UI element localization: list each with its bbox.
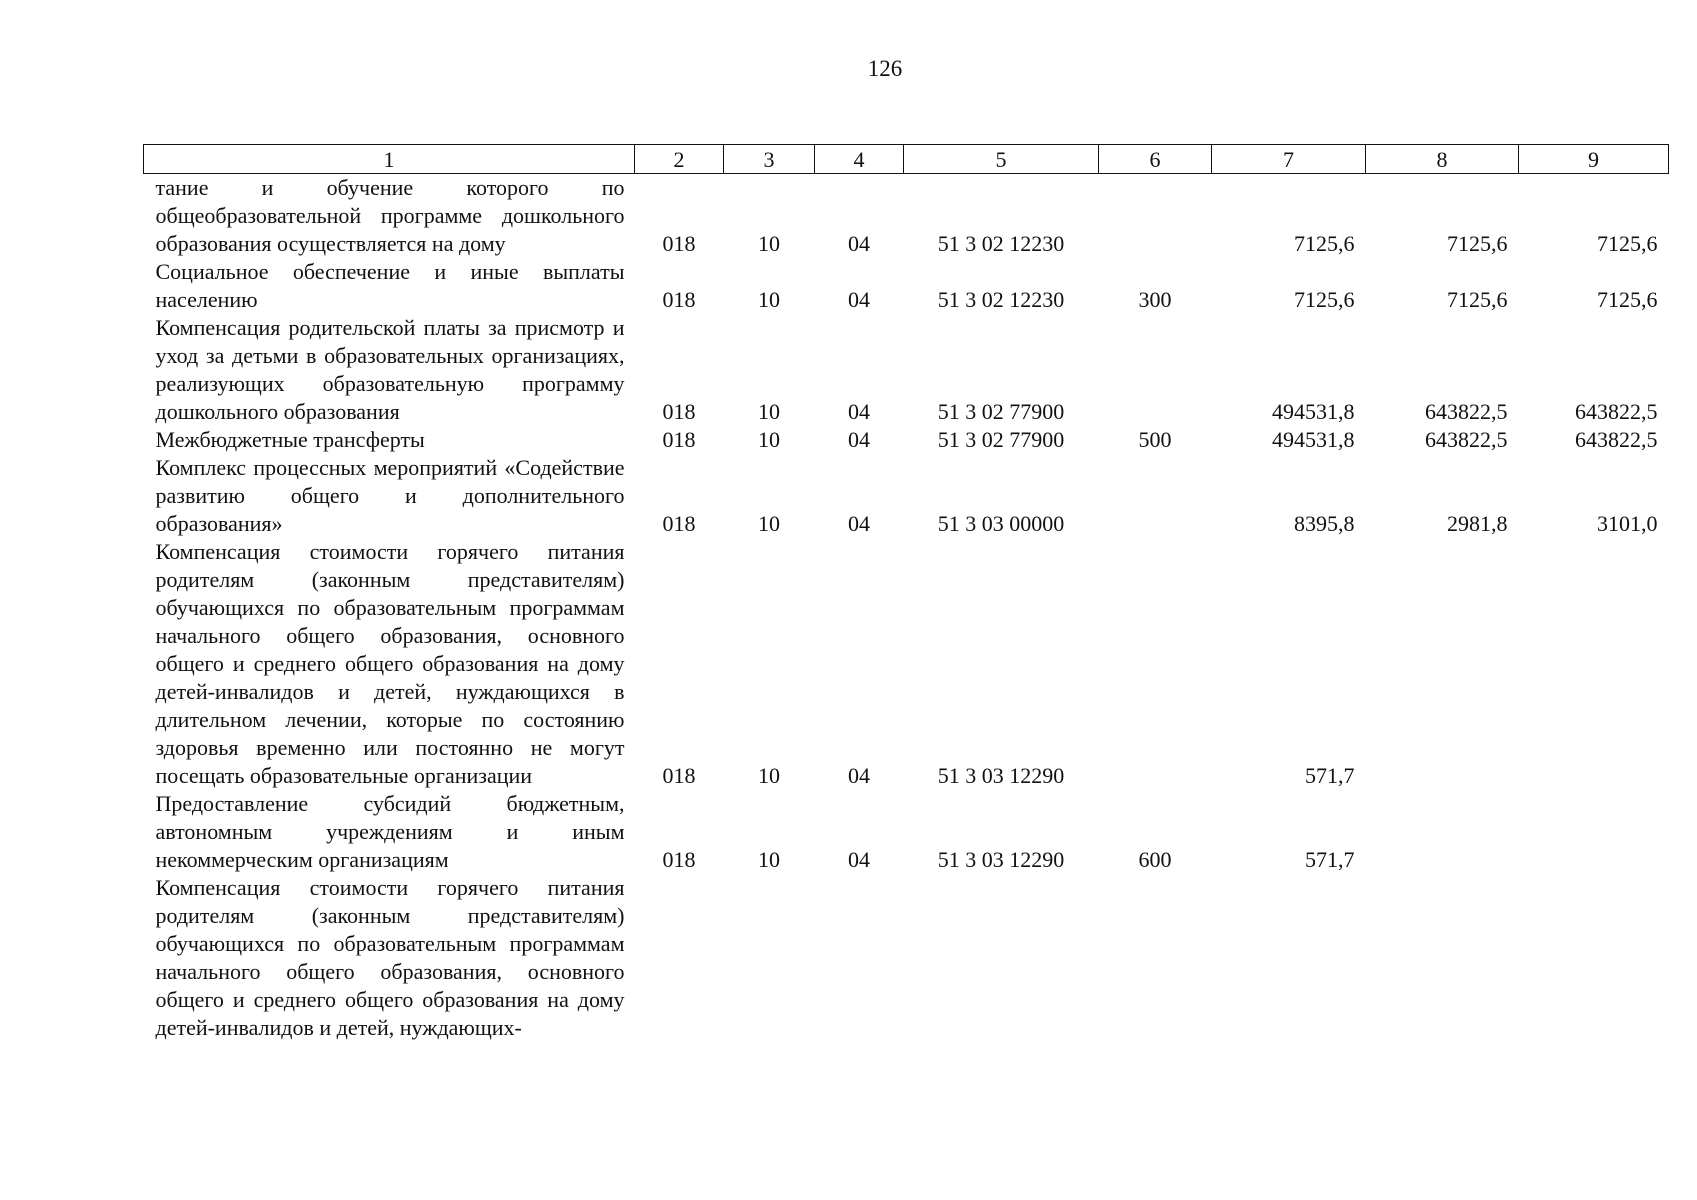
cell-amount-9 [1519,538,1669,790]
column-header: 2 [635,145,724,174]
cell-amount-8 [1366,790,1519,874]
cell-amount-7: 494531,8 [1272,427,1355,452]
row-name: Компенсация родительской платы за присмотр и уход за детьми в образовательных организациях, реализующих образовательную программу дошкольного образования [155,315,625,424]
cell-amount-9: 643822,5 [1575,427,1658,452]
cell-expense-type [1099,874,1212,1042]
cell-ministry: 018 [662,511,696,536]
cell-subsection: 04 [848,231,870,256]
cell-amount-7 [1212,874,1366,1042]
cell-amount-8: 643822,5 [1425,399,1508,424]
cell-expense-type [1099,454,1212,538]
row-name: Компенсация стоимости горячего питания родителям (законным представителям) обучающихся по образовательным программам начального общего образования, основного общего и среднего общего образования на дому детей-инвалидов и детей, нуждающихся в длительном лечении, которые по состоянию здоровья временно или постоянно не могут посещать образовательные организации [155,539,625,788]
column-header: 8 [1366,145,1519,174]
table-row [144,258,1669,314]
cell-target-item [904,874,1099,1042]
cell-expense-type [1099,174,1212,259]
cell-subsection: 04 [848,511,870,536]
cell-amount-9: 3101,0 [1597,511,1658,536]
cell-expense-type: 600 [1138,847,1172,872]
cell-subsection: 04 [848,763,870,788]
cell-amount-7: 571,7 [1305,847,1355,872]
cell-amount-9: 7125,6 [1597,231,1658,256]
cell-section [724,874,815,1042]
cell-amount-9: 643822,5 [1575,399,1658,424]
column-header: 6 [1099,145,1212,174]
table-row [144,874,1669,1042]
table-row [144,174,1669,259]
table-row [144,454,1669,538]
cell-expense-type: 300 [1138,287,1172,312]
cell-subsection: 04 [848,287,870,312]
cell-amount-8: 643822,5 [1425,427,1508,452]
cell-amount-8: 2981,8 [1447,511,1508,536]
cell-amount-7: 571,7 [1305,763,1355,788]
cell-subsection: 04 [848,399,870,424]
cell-subsection: 04 [848,847,870,872]
cell-section: 10 [758,399,780,424]
cell-amount-8 [1366,874,1519,1042]
cell-amount-9 [1519,874,1669,1042]
cell-target-item: 51 3 03 12290 [937,847,1065,872]
column-header: 9 [1519,145,1669,174]
column-header: 5 [904,145,1099,174]
cell-expense-type [1099,314,1212,426]
cell-subsection: 04 [848,427,870,452]
cell-amount-8: 7125,6 [1447,287,1508,312]
cell-target-item: 51 3 02 12230 [937,231,1065,256]
cell-ministry: 018 [662,427,696,452]
cell-amount-7: 7125,6 [1294,231,1355,256]
cell-ministry [635,874,724,1042]
row-name: Межбюджетные трансферты [155,427,425,452]
cell-target-item: 51 3 02 12230 [937,287,1065,312]
cell-target-item: 51 3 02 77900 [937,427,1065,452]
table-header-row [144,145,1669,174]
column-header: 7 [1212,145,1366,174]
budget-table [143,144,1669,1042]
cell-ministry: 018 [662,847,696,872]
cell-expense-type [1099,538,1212,790]
cell-ministry: 018 [662,763,696,788]
cell-amount-9 [1519,790,1669,874]
cell-section: 10 [758,847,780,872]
cell-ministry: 018 [662,287,696,312]
cell-section: 10 [758,287,780,312]
cell-amount-7: 8395,8 [1294,511,1355,536]
table-row [144,426,1669,454]
cell-section: 10 [758,427,780,452]
cell-target-item: 51 3 03 00000 [937,511,1065,536]
table-row [144,538,1669,790]
cell-section: 10 [758,231,780,256]
column-header: 4 [815,145,904,174]
row-name: Социальное обеспечение и иные выплаты населению [155,259,625,312]
row-name: тание и обучение которого по общеобразовательной программе дошкольного образования осуществляется на дому [155,175,625,256]
cell-amount-8 [1366,538,1519,790]
table-row [144,790,1669,874]
cell-amount-7: 7125,6 [1294,287,1355,312]
row-name: Комплекс процессных мероприятий «Содействие развитию общего и дополнительного образования» [155,455,625,536]
table-row [144,314,1669,426]
cell-amount-7: 494531,8 [1272,399,1355,424]
cell-section: 10 [758,511,780,536]
row-name: Компенсация стоимости горячего питания родителям (законным представителям) обучающихся по образовательным программам начального общего образования, основного общего и среднего общего образования на дому детей-инвалидов и детей, нуждающих- [155,875,625,1040]
column-header: 1 [144,145,635,174]
cell-ministry: 018 [662,231,696,256]
cell-amount-8: 7125,6 [1447,231,1508,256]
column-header: 3 [724,145,815,174]
cell-amount-9: 7125,6 [1597,287,1658,312]
cell-section: 10 [758,763,780,788]
cell-expense-type: 500 [1138,427,1172,452]
page-number: 126 [867,56,903,81]
cell-ministry: 018 [662,399,696,424]
cell-target-item: 51 3 02 77900 [937,399,1065,424]
row-name: Предоставление субсидий бюджетным, автономным учреждениям и иным некоммерческим организациям [155,791,625,872]
cell-subsection [815,874,904,1042]
cell-target-item: 51 3 03 12290 [937,763,1065,788]
